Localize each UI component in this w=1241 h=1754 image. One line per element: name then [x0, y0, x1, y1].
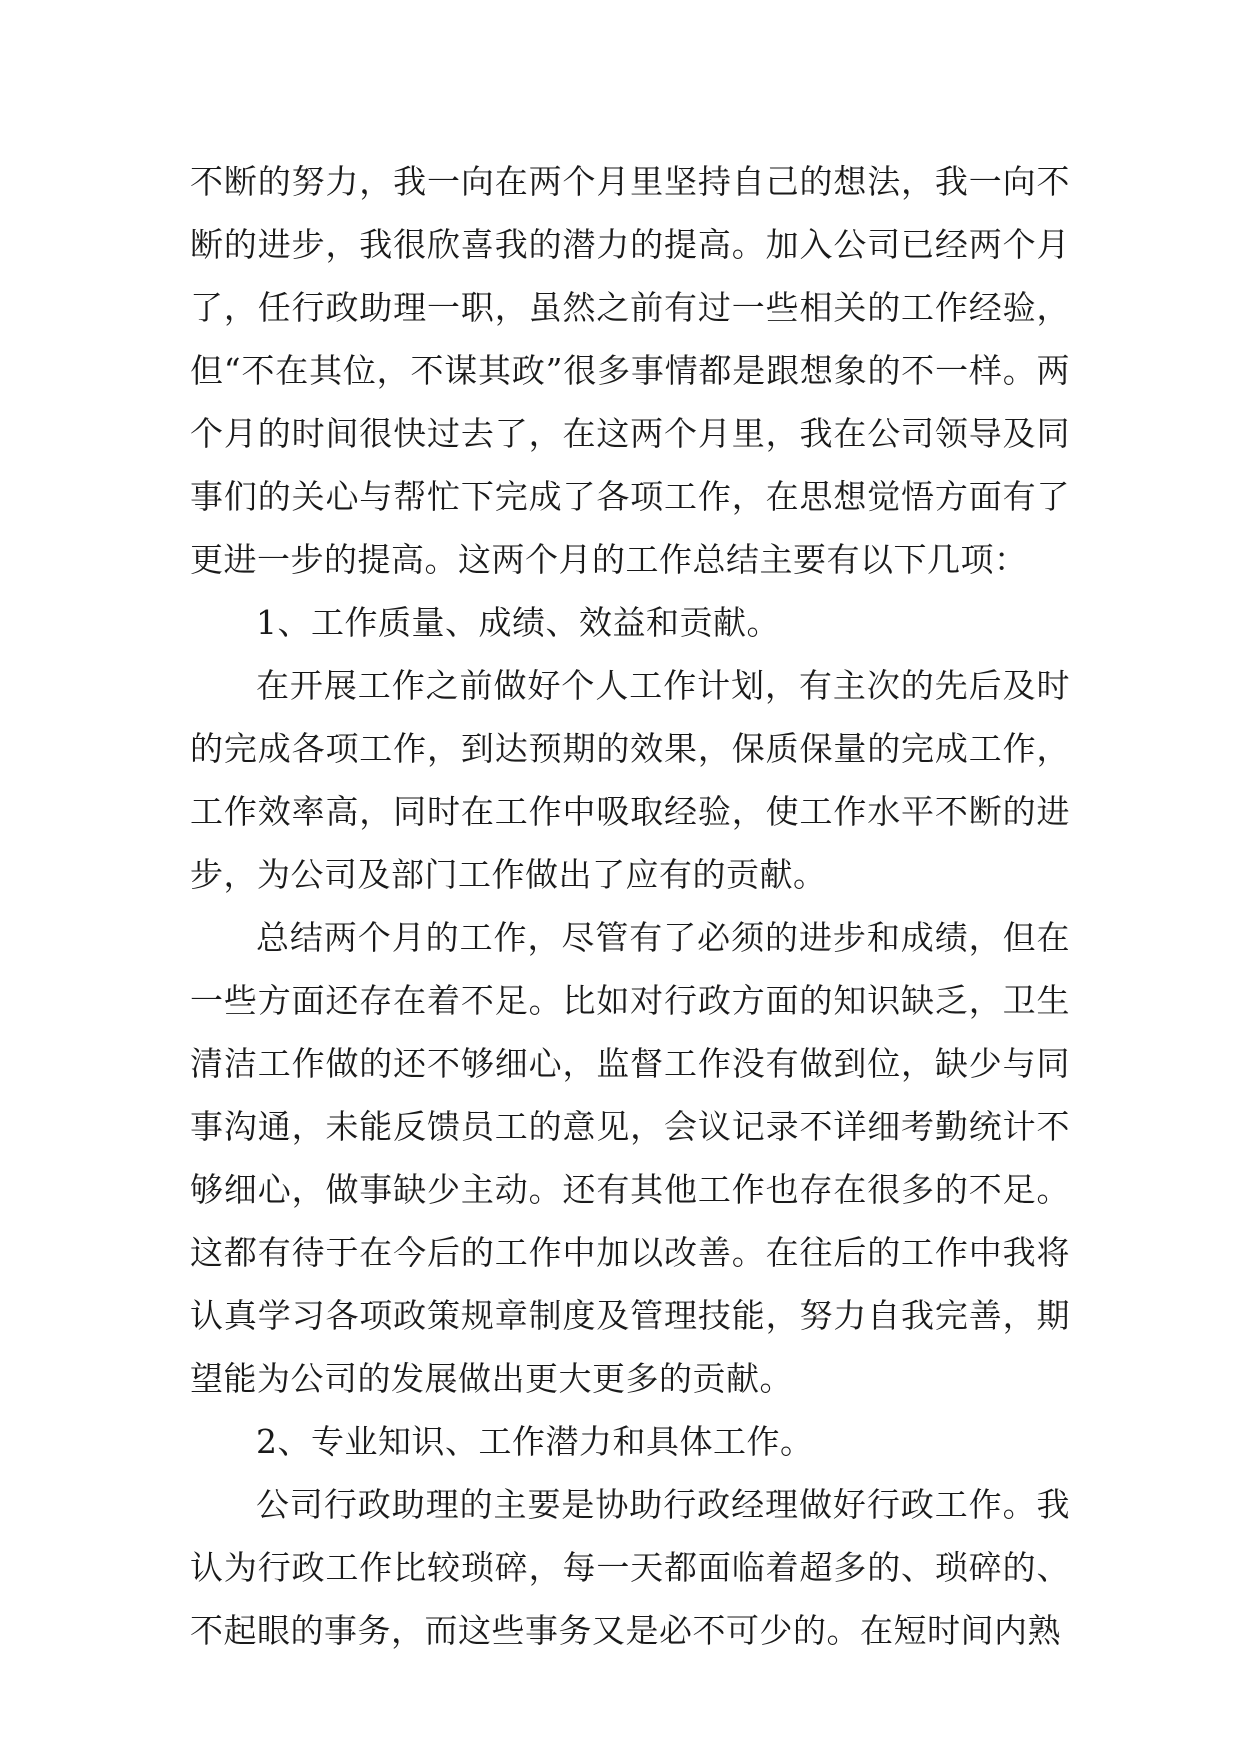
document-body [190, 150, 1070, 1662]
section-heading-1: 1、工作质量、成绩、效益和贡献。 [256, 603, 780, 642]
paragraph-shortcomings: 总结两个月的工作，尽管有了必须的进步和成绩，但在一些方面还存在着不足。比如对行政方面的知识缺乏，卫生清洁工作做的还不够细心，监督工作没有做到位，缺少与同事沟通，未能反馈员工的意见，会议记录不详细考勤统计不够细心，做事缺少主动。还有其他工作也存在很多的不足。这都有待于在今后的工作中加以改善。在往后的工作中我将认真学习各项政策规章制度及管理技能，努力自我完善，期望能为公司的发展做出更大更多的贡献。 [190, 918, 1070, 1398]
paragraph-intro: 不断的努力，我一向在两个月里坚持自己的想法，我一向不断的进步，我很欣喜我的潜力的提高。加入公司已经两个月了，任行政助理一职，虽然之前有过一些相关的工作经验，但“不在其位，不谋其政”很多事情都是跟想象的不一样。两个月的时间很快过去了，在这两个月里，我在公司领导及同事们的关心与帮忙下完成了各项工作，在思想觉悟方面有了更进一步的提高。这两个月的工作总结主要有以下几项： [190, 162, 1070, 579]
paragraph-admin-role: 公司行政助理的主要是协助行政经理做好行政工作。我认为行政工作比较琐碎，每一天都面临着超多的、琐碎的、不起眼的事务，而这些事务又是必不可少的。在短时间内熟 [190, 1485, 1070, 1650]
section-heading-2: 2、专业知识、工作潜力和具体工作。 [256, 1422, 814, 1461]
paragraph-work-plan: 在开展工作之前做好个人工作计划，有主次的先后及时的完成各项工作，到达预期的效果，保质保量的完成工作，工作效率高，同时在工作中吸取经验，使工作水平不断的进步，为公司及部门工作做出了应有的贡献。 [190, 666, 1070, 894]
